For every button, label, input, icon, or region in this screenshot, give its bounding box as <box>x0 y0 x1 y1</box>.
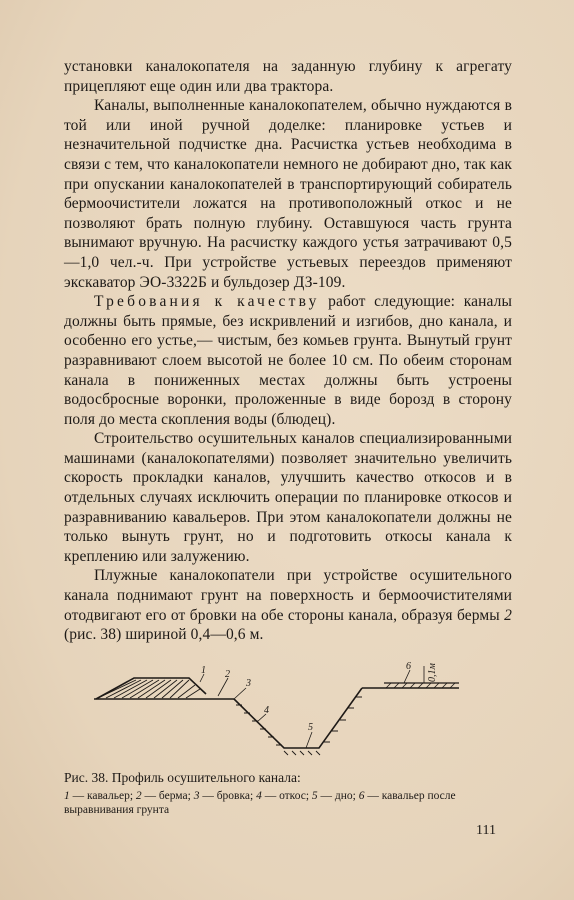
legend-number: 4 <box>256 790 262 802</box>
paragraph <box>64 292 512 429</box>
legend-number: 2 <box>135 790 142 802</box>
figure-label-6: 6 <box>406 661 411 672</box>
legend-text: — кавальер; <box>69 790 136 802</box>
legend-number: 5 <box>311 790 318 802</box>
canal-slope-left <box>234 688 362 748</box>
paragraph-text: Плужные каналокопатели при устройстве осушительного канала поднимают грунт на поверхность и бермоочистителями отодвигают его от бровки на обе стороны канала, образуя бермы <box>64 567 512 624</box>
leader-5 <box>306 732 312 748</box>
figure-label-1: 1 <box>201 665 206 676</box>
legend-text: — откос; <box>261 790 312 802</box>
figure-label-4: 4 <box>264 705 269 716</box>
paragraph-text: 2 <box>504 606 512 624</box>
legend-text: — бровка; <box>199 790 257 802</box>
paragraph-text: работ следующие: каналы должны быть прямые, без искривлений и изгибов, дно канала, и особенно его устье,— чистым, без комьев грунта. Вынутый грунт разравнивают слоем высотой не более 10 см. По обеим сторонам канала в пониженных местах должны быть устроены водосбросные воронки, проложенные в виде борозд в сторону поля до места скопления воды (блюдец). <box>64 293 512 428</box>
caption-legend <box>64 789 514 817</box>
body-text <box>64 57 512 645</box>
figure-caption <box>64 770 514 817</box>
paragraph <box>64 429 512 566</box>
legend-number: 3 <box>193 790 200 802</box>
legend-number: 1 <box>64 790 70 802</box>
paragraph-text: установки каналокопателя на заданную глубину к агрегату прицепляют еще один или два трактора. <box>64 58 512 95</box>
legend-text: — дно; <box>317 790 359 802</box>
paragraph-text: Строительство осушительных каналов специализированными машинами (каналокопателями) позволяет значительно увеличить скорость прокладки каналов, улучшить качество откосов и в отдельных случаях исключить операции по планировке откосов и разравниванию кавальеров. При этом каналокопатели должны не только вынуть грунт, но и подготовить откосы канала к креплению или залужению. <box>64 430 512 565</box>
figure-label-2: 2 <box>225 669 230 680</box>
paragraph <box>64 566 512 644</box>
paragraph <box>64 96 512 292</box>
legend-number: 6 <box>358 790 365 802</box>
leader-3 <box>234 688 246 699</box>
canal-profile-figure <box>94 658 464 758</box>
leader-2 <box>218 678 228 696</box>
canal-hatch <box>236 697 362 755</box>
legend-text: — кавальер после выравнивания грунта <box>64 790 456 816</box>
figure-dimension-label: 0,1м <box>427 663 438 682</box>
figure-label-3: 3 <box>246 678 251 689</box>
figure-label-5: 5 <box>308 722 313 733</box>
page-number: 111 <box>476 823 496 838</box>
legend-text: — берма; <box>141 790 194 802</box>
paragraph-text: Требования к качеству <box>94 293 320 311</box>
paragraph-text: (рис. 38) шириной 0,4—0,6 м. <box>64 626 264 644</box>
paragraph-text: Каналы, выполненные каналокопателем, обычно нуждаются в той или иной ручной доделке: планировке устьев и незначительной подчистке дна. Расчистка устьев необходима в связи с тем, что каналокопатели немного не добирают дно, так как при опускании каналокопателей в транспортирующий собиратель бермоочистители ложатся на противоположный откос и не позволяют брать полную глубину. Оставшуюся часть грунта вынимают вручную. На расчистку каждого устья затрачивают 0,5—1,0 чел.-ч. При устройстве устьевых переездов применяют экскаватор ЭО-3322Б и бульдозер ДЗ-109. <box>64 97 512 291</box>
caption-title: Рис. 38. Профиль осушительного канала: <box>64 770 301 785</box>
paragraph <box>64 57 512 96</box>
